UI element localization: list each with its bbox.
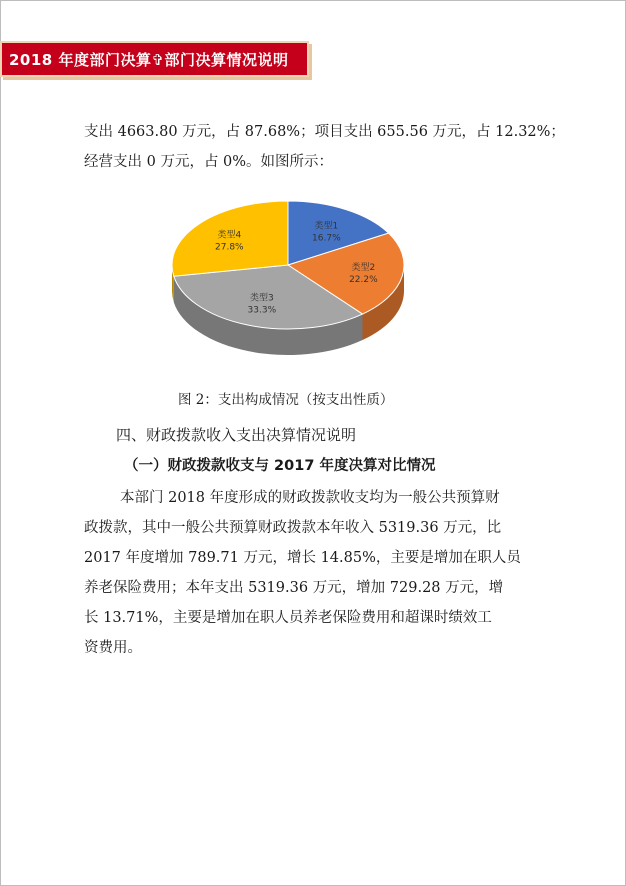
subsection-title: （一）财政拨款收支与 2017 年度决算对比情况 [124, 458, 436, 474]
body-line-2: 政拨款，其中一般公共预算财政拨款本年收入 5319.36 万元，比 [84, 520, 502, 536]
body-line-6: 资费用。 [84, 640, 142, 656]
pie-label-3: 类型3 [249, 293, 274, 304]
pie-value-1: 16.7% [312, 233, 341, 244]
body-line-5: 长 13.71%，主要是增加在职人员养老保险费用和超课时绩效工 [84, 610, 492, 626]
header-title: 2018 年度部门决算✞部门决算情况说明 [9, 50, 289, 69]
pie-label-4: 类型4 [217, 230, 242, 241]
body-line-3: 2017 年度增加 789.71 万元，增长 14.85%，主要是增加在职人员 [84, 550, 521, 566]
pie-value-2: 22.2% [349, 274, 378, 285]
body-line-4: 养老保险费用；本年支出 5319.36 万元，增加 729.28 万元，增 [84, 580, 504, 596]
pie-label-1: 类型1 [314, 221, 339, 232]
header-banner [0, 41, 309, 77]
pie-value-4: 27.8% [215, 242, 244, 253]
pie-value-3: 33.3% [247, 305, 277, 316]
pie-label-2: 类型2 [351, 262, 376, 273]
section-title: 四、财政拨款收入支出决算情况说明 [116, 426, 357, 444]
intro-line-2: 经营支出 0 万元，占 0%。如图所示： [84, 154, 334, 170]
figure-caption: 图 2：支出构成情况（按支出性质） [178, 392, 394, 408]
body-line-1: 本部门 2018 年度形成的财政拨款收支均为一般公共预算财 [120, 490, 500, 506]
pie-chart [160, 195, 420, 375]
intro-line-1: 支出 4663.80 万元，占 87.68%；项目支出 655.56 万元，占 12.32%； [84, 124, 565, 140]
